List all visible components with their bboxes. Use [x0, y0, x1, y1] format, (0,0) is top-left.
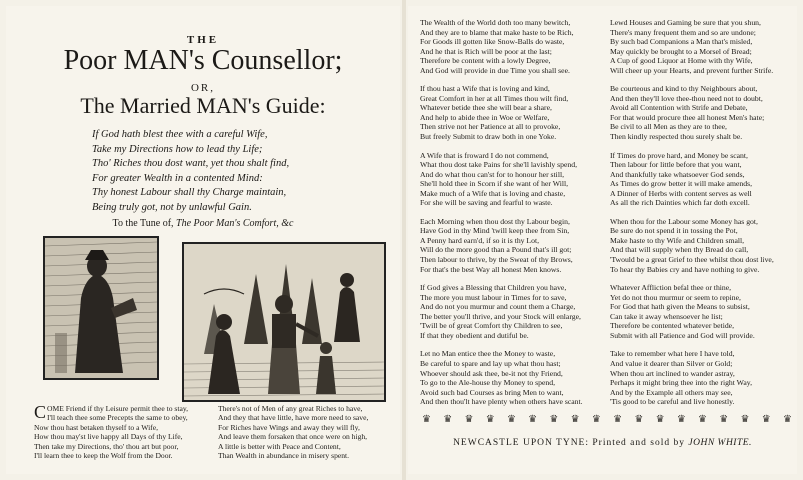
stanza-line: Than Wealth in abundance in misery spent.	[218, 451, 350, 461]
stanza-line: If that they obedient and dutiful be.	[420, 330, 529, 340]
stanza-line: She'll hold thee in Scorn if she want of her Will,	[420, 179, 569, 189]
tune-line	[6, 218, 400, 229]
stanza-line: Whatever Affliction befal thee or thine,	[610, 283, 732, 293]
drop-cap-c: C	[34, 402, 47, 422]
stanza	[610, 151, 794, 208]
verse-line: For greater Wealth in a contented Mind:	[92, 172, 263, 184]
stanza-line: For Riches have Wings and away they will fly,	[218, 422, 360, 432]
stanza-line: The more you must labour in Times for to save,	[420, 292, 567, 302]
stanza-line: Yet do not thou murmur or seem to repine,	[610, 292, 741, 302]
stanza-line: I'll learn thee to keep the Wolf from the Door.	[34, 451, 173, 461]
stanza	[420, 217, 604, 274]
verse-line: If God hath blest thee with a careful Wife,	[92, 129, 268, 140]
stanza-line: Avoid all Contention with Strife and Debate,	[610, 103, 748, 113]
subtitle: The Married MAN's Guide:	[80, 93, 326, 118]
tune-prefix: To the Tune of,	[112, 218, 177, 229]
stanza-line: I'll teach thee some Precepts the same to obey,	[47, 413, 188, 423]
stanza-line: May quickly be brought to a Morsel of Bread;	[610, 46, 752, 56]
stanza	[420, 151, 604, 208]
stanza-line: Then kindly respected thou surely shalt be.	[610, 132, 743, 142]
crown-ornament-icon: ♛	[634, 414, 644, 425]
stanza-line: But freely Submit to draw both in one Yoke.	[420, 132, 557, 142]
verse-line: Thy honest Labour shall thy Charge maintain,	[92, 187, 287, 199]
stanza-line: And do what thou can'st for to honour her still,	[420, 169, 565, 179]
stanza-line: How thou may'st live happy all Days of thy Life,	[34, 432, 183, 442]
stanza-line: 'Twould be a great Grief to thee whilst thou dost live,	[610, 255, 774, 265]
stanza-line: Will cheer up your Hearts, and prevent further Strife.	[610, 65, 774, 75]
stanza-line: There's not of Men of any great Riches to have,	[218, 404, 363, 413]
stanza-line: Will do the more good than a Pound that's ill got;	[420, 245, 572, 255]
crown-ornament-icon: ♛	[570, 414, 580, 425]
crown-ornament-icon: ♛	[719, 414, 729, 425]
woodcut-family-scene-image	[184, 244, 384, 400]
stanza-line: And they are to blame that make haste to be Rich,	[420, 27, 574, 37]
stanza-line: Have God in thy Mind 'twill keep thee from Sin,	[420, 226, 570, 236]
opening-stanzas	[34, 404, 394, 460]
right-page	[408, 6, 797, 474]
stanza-line: Therefore be contented whatever betide,	[610, 321, 735, 331]
stanza-columns	[420, 18, 794, 416]
stanza	[610, 217, 794, 274]
stanza-line: Each Morning when thou dost thy Labour begin,	[420, 216, 570, 226]
stanza-line: And help to abide thee in Woe or Welfare,	[420, 112, 550, 122]
imprint-place: NEWCASTLE UPON TYNE: Printed and sold by	[453, 438, 689, 448]
stanza	[610, 18, 794, 75]
crown-ornament-icon: ♛	[464, 414, 474, 425]
crown-ornament-icon: ♛	[549, 414, 559, 425]
stanza-line: And they that have little, have more need to save,	[218, 413, 369, 423]
stanza-line: And then they'll love thee-thou need not to doubt,	[610, 93, 763, 103]
stanza-line: Then strive not her Patience at all to provoke,	[420, 122, 561, 132]
woodcut-family-scene	[182, 242, 386, 402]
stanza	[610, 349, 794, 406]
stanza	[420, 84, 604, 141]
title-or: OR,	[190, 82, 216, 94]
crown-ornament-icon: ♛	[443, 414, 453, 425]
stanza-line: Be courteous and kind to thy Neighbours about,	[610, 84, 758, 94]
stanza-line: A Wife that is froward I do not commend,	[420, 150, 549, 160]
crown-ornament-icon: ♛	[422, 414, 431, 425]
verse-line: Tho' Riches thou dost want, yet thou shalt find,	[92, 158, 290, 170]
stanza-line: Whatever betide thee she will bear a share,	[420, 103, 552, 113]
stanza-line: And that will supply when thy Bread do call,	[610, 245, 749, 255]
stanza-line: OME Friend if thy Leisure permit thee to stay,	[47, 404, 189, 413]
stanza-line: Be sure do not spend it in tossing the Pot,	[610, 226, 738, 236]
stanza-line: To go to the Ale-house thy Money to spend,	[420, 378, 556, 388]
main-title: Poor MAN's Counsellor;	[63, 45, 343, 76]
tune-name: The Poor Man's Comfort, &c	[176, 218, 294, 229]
stanza-line: Avoid such bad Courses as bring Men to want,	[420, 387, 564, 397]
stanza-line: And value it dearer than Silver or Gold;	[610, 358, 733, 368]
stanza-line: Whoever should ask thee, be-it not thy Friend,	[420, 368, 563, 378]
title-the: THE	[186, 34, 220, 46]
woodcut-figure-left-image	[45, 238, 157, 378]
crown-ornament-icon: ♛	[761, 414, 771, 425]
stanza-line: As all the rich Dainties which far doth excell.	[610, 198, 750, 208]
stanza-line: Great Comfort in her at all Times thou wilt find,	[420, 93, 569, 103]
verse-line: Being truly got, not by unlawful Gain.	[92, 201, 252, 213]
stanza-line: Make much of a Wife that is loving and chaste,	[420, 188, 566, 198]
stanza-line: Lewd Houses and Gaming be sure that you shun,	[610, 18, 761, 27]
stanza-line: Then labour to thrive, by the Sweat of thy Brows,	[420, 255, 573, 265]
stanza-line: For that's the best Way all honest Men knows.	[420, 264, 562, 274]
ornament-row	[422, 414, 792, 425]
stanza-line: And by the Example all others may see,	[610, 387, 733, 397]
stanza-column-right	[610, 18, 794, 416]
crown-ornament-icon: ♛	[485, 414, 495, 425]
stanza-line: Now thou hast betaken thyself to a Wife,	[34, 422, 158, 432]
stanza-line: For God that hath given the Means to subsist,	[610, 302, 750, 312]
stanza-line: A little is better with Peace and Content,	[218, 441, 341, 451]
stanza-line: Be civil to all Men as they are to thee,	[610, 122, 727, 132]
stanza-line: 'Twill be of great Comfort thy Children to see,	[420, 321, 563, 331]
stanza-line: Therefore be content with a lowly Degree,	[420, 56, 551, 66]
crown-ornament-icon: ♛	[613, 414, 623, 425]
crown-ornament-icon: ♛	[782, 414, 792, 425]
stanza-line: And then thou'lt have plenty when others have scant.	[420, 397, 583, 407]
woodcut-figure-left	[43, 236, 159, 380]
stanza	[610, 84, 794, 141]
stanza-line: A Penny hard earn'd, if so it is thy Lot,	[420, 235, 540, 245]
stanza-line: Let no Man entice thee the Money to waste,	[420, 349, 556, 359]
stanza-line: And God will provide in due Time you shall see.	[420, 65, 570, 75]
left-page	[6, 6, 400, 474]
stanza-line: Make haste to thy Wife and Children small,	[610, 235, 745, 245]
crown-ornament-icon: ♛	[506, 414, 516, 425]
stanza-line: There's many frequent them and so are undone;	[610, 27, 756, 37]
stanza	[420, 283, 604, 340]
crown-ornament-icon: ♛	[740, 414, 750, 425]
stanza-line: 'Tis good to be careful and live honestly.	[610, 397, 735, 407]
crown-ornament-icon: ♛	[591, 414, 601, 425]
stanza-line: The Wealth of the World doth too many bewitch,	[420, 18, 571, 27]
stanza	[420, 18, 604, 75]
stanza-line: For that would procure thee all honest Men's hate;	[610, 112, 765, 122]
stanza-line: For she will be saving and fearful to waste.	[420, 198, 553, 208]
crown-ornament-icon: ♛	[528, 414, 538, 425]
page-gutter	[402, 0, 406, 480]
imprint-printer: JOHN WHITE.	[688, 438, 752, 448]
stanza-line: By such bad Companions a Man that's misled,	[610, 37, 753, 47]
stanza-column-left	[420, 18, 604, 416]
crown-ornament-icon: ♛	[698, 414, 708, 425]
stanza-line: For Goods ill gotten like Snow-Balls do waste,	[420, 37, 565, 47]
stanza-line: If God gives a Blessing that Children you have,	[420, 283, 567, 293]
stanza-line: And do not you murmur and count them a Charge,	[420, 302, 576, 312]
stanza-line: A Dinner of Herbs with content serves as well	[610, 188, 752, 198]
stanza-line: When thou for the Labour some Money has got,	[610, 216, 758, 226]
stanza-line: Can take it away whensoever he list;	[610, 311, 723, 321]
stanza-line: And he that is Rich will be poor at the last;	[420, 46, 552, 56]
stanza-line: To hear thy Babies cry and have nothing to give.	[610, 264, 760, 274]
stanza-line: When thou art inclined to wander astray,	[610, 368, 735, 378]
crown-ornament-icon: ♛	[655, 414, 665, 425]
stanza-line: The better you'll thrive, and your Stock will enlarge,	[420, 311, 581, 321]
intro-verse	[92, 128, 392, 216]
opening-stanza-left	[34, 404, 210, 460]
crown-ornament-icon: ♛	[676, 414, 686, 425]
stanza-line: If Times do prove hard, and Money be scant,	[610, 150, 748, 160]
stanza-line: A Cup of good Liquor at Home with thy Wife,	[610, 56, 753, 66]
stanza-line: What thou dost take Pains for she'll lavishly spend,	[420, 160, 578, 170]
stanza-line: As Times do grow better it will make amends,	[610, 179, 752, 189]
opening-stanza-right	[218, 404, 394, 460]
stanza-line: Be careful to spare and lay up what thou hast;	[420, 358, 561, 368]
stanza-line: If thou hast a Wife that is loving and kind,	[420, 84, 550, 94]
stanza	[610, 283, 794, 340]
stanza-line: Perhaps it might bring thee into the right Way,	[610, 378, 753, 388]
stanza	[420, 349, 604, 406]
stanza-line: Submit with all Patience and God will provide.	[610, 330, 755, 340]
stanza-line: And leave them forsaken that once were on high,	[218, 432, 368, 442]
imprint	[408, 438, 797, 448]
verse-line: Take my Directions how to lead thy Life;	[92, 143, 263, 155]
stanza-line: Then labour for little before that you want,	[610, 160, 742, 170]
stanza-line: And thankfully take whatsoever God sends,	[610, 169, 745, 179]
stanza-line: Take to remember what here I have told,	[610, 349, 735, 359]
stanza-line: Then take my Directions, tho' thou art but poor,	[34, 441, 179, 451]
